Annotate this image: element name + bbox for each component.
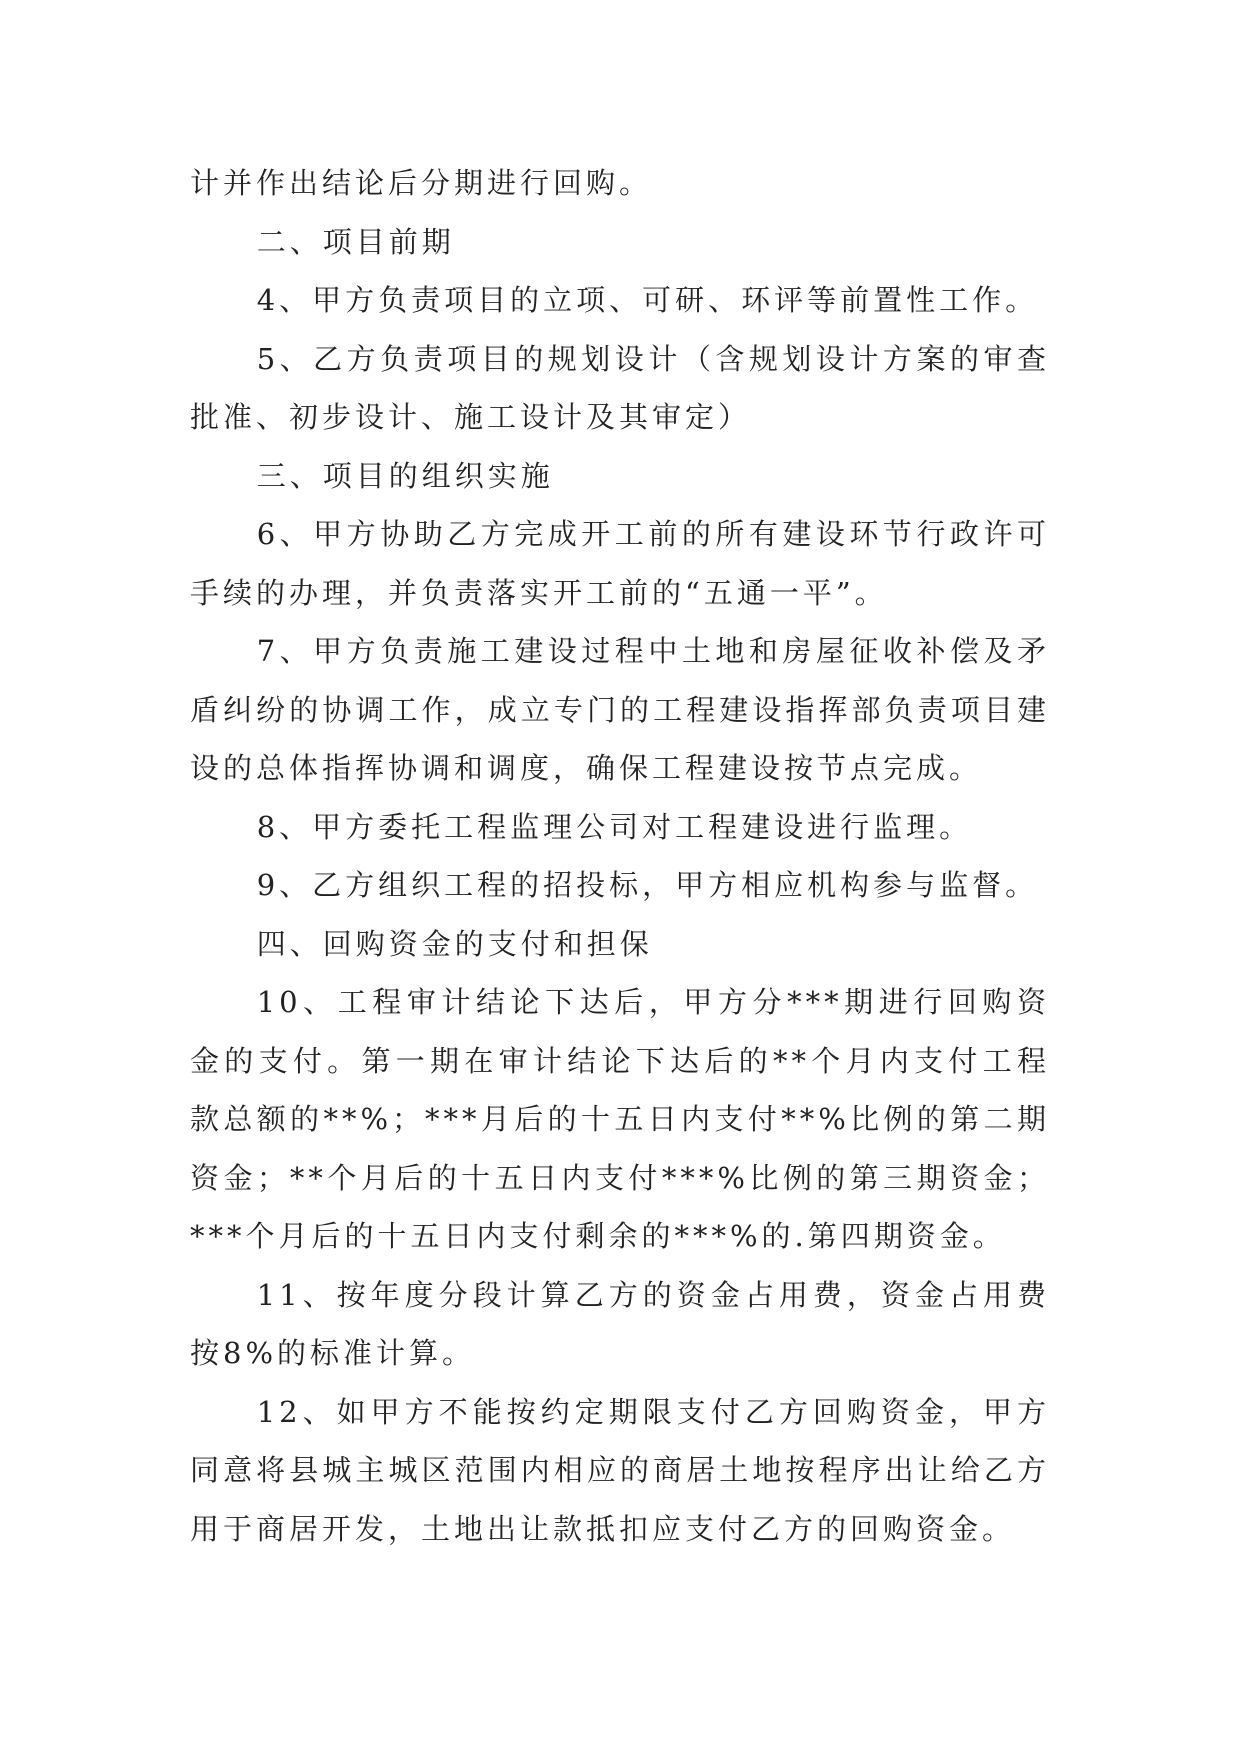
section-heading-payment: 四、回购资金的支付和担保 (256, 926, 653, 961)
section-heading-project-preliminary: 二、项目前期 (256, 224, 455, 259)
paragraph-continuation: 计并作出结论后分期进行回购。 (190, 166, 653, 200)
clause-6: 6、甲方协助乙方完成开工前的所有建设环节行政许可手续的办理，并负责落实开工前的“五通一平”。 (190, 517, 1050, 610)
clause-10: 10、工程审计结论下达后，甲方分***期进行回购资金的支付。第一期在审计结论下达后的**个月内支付工程款总额的**%；***月后的十五日内支付**%比例的第二期资金；**个月后的十五日内支付***%比例的第三期资金；***个月后的十五日内支付剩余的***%的.第四期资金。 (190, 985, 1050, 1253)
clause-5: 5、乙方负责项目的规划设计（含规划设计方案的审查批准、初步设计、施工设计及其审定） (190, 341, 1050, 434)
clause-12: 12、如甲方不能按约定期限支付乙方回购资金，甲方同意将县城主城区范围内相应的商居土地按程序出让给乙方用于商居开发，土地出让款抵扣应支付乙方的回购资金。 (190, 1394, 1050, 1546)
clause-11: 11、按年度分段计算乙方的资金占用费，资金占用费按8%的标准计算。 (190, 1277, 1050, 1370)
document-body (190, 154, 1050, 1558)
clause-8: 8、甲方委托工程监理公司对工程建设进行监理。 (256, 809, 973, 844)
clause-4: 4、甲方负责项目的立项、可研、环评等前置性工作。 (256, 283, 1039, 317)
clause-9: 9、乙方组织工程的招投标，甲方相应机构参与监督。 (256, 868, 1039, 902)
clause-7: 7、甲方负责施工建设过程中土地和房屋征收补偿及矛盾纠纷的协调工作，成立专门的工程建设指挥部负责项目建设的总体指挥协调和调度，确保工程建设按节点完成。 (190, 634, 1050, 785)
section-heading-implementation: 三、项目的组织实施 (256, 458, 554, 493)
